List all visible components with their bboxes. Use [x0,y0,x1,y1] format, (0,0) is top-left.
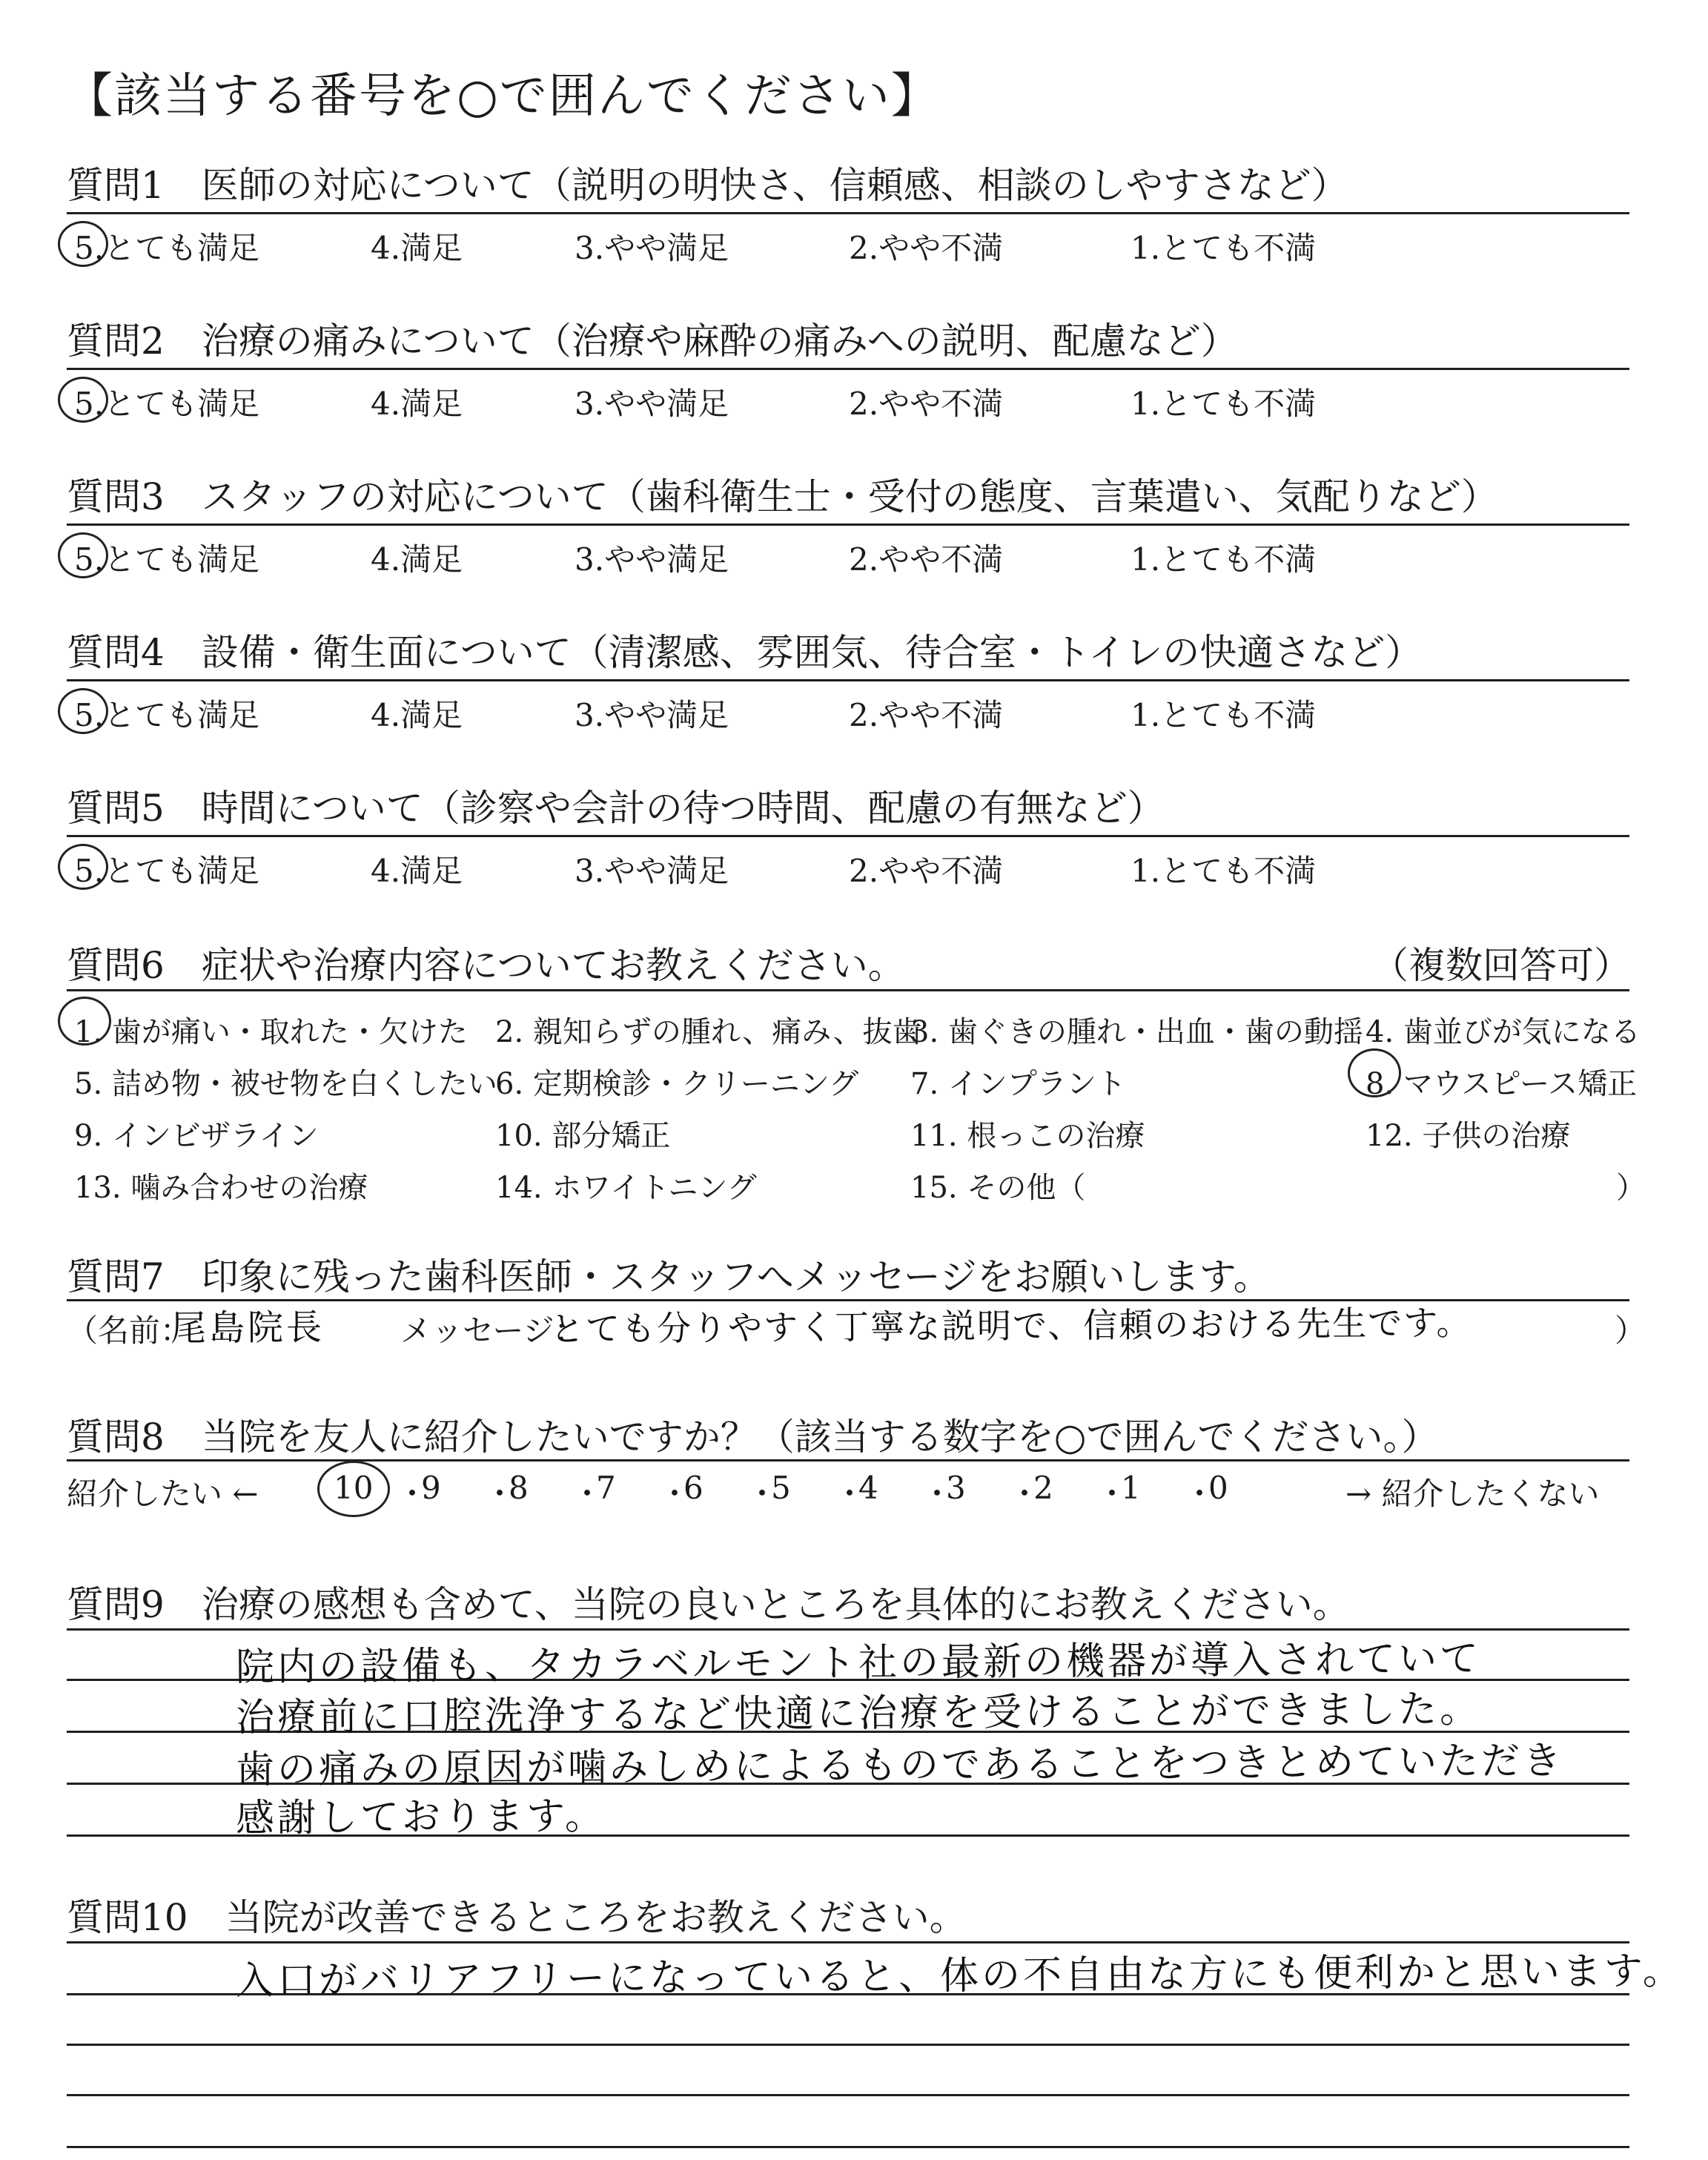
q5-selection-circle [58,844,108,890]
q3-option-4[interactable]: 4.満足 [371,541,463,578]
q5-rule [67,835,1629,837]
q6-option-15[interactable]: 15. その他（ [910,1171,1086,1205]
q6-option-14[interactable]: 14. ホワイトニング [495,1171,757,1205]
q5-option-1[interactable]: 1.とても不満 [1131,853,1317,889]
q8-scale-separator: ・ [1096,1476,1128,1512]
q7-title: 質問7 印象に残った歯科医師・スタッフへメッセージをお願いします。 [67,1255,1271,1298]
q6-option-12[interactable]: 12. 子供の治療 [1366,1119,1571,1153]
q8-rule [67,1459,1629,1462]
q4-option-5[interactable]: 5.とても満足 [74,697,260,733]
q2-option-2[interactable]: 2.やや不満 [849,386,1004,422]
q4-title: 質問4 設備・衛生面について（清潔感、雰囲気、待合室・トイレの快適さなど） [67,631,1423,674]
q8-scale-separator: ・ [659,1476,691,1512]
q9-answer-line[interactable]: 治療前に口腔洗浄するなど快適に治療を受けることができました。 [235,1687,1482,1740]
q6-option-6[interactable]: 6. 定期検診・クリーニング [495,1067,859,1101]
q6-option-8[interactable]: 8. マウスピース矯正 [1366,1067,1638,1101]
q8-scale-7[interactable]: 7 [596,1470,616,1506]
q1-rule [67,212,1629,214]
q8-scale-0[interactable]: 0 [1208,1470,1228,1506]
q10-rule [67,2094,1629,2096]
q3-option-5[interactable]: 5.とても満足 [74,541,260,578]
q1-option-3[interactable]: 3.やや満足 [575,230,729,266]
q4-option-2[interactable]: 2.やや不満 [849,697,1004,733]
q6-note: （複数回答可） [1371,944,1631,987]
q6-title: 質問6 症状や治療内容についてお教えください。 [67,944,905,987]
q10-answer-line[interactable]: 入口がバリアフリーになっていると、体の不自由な方にも便利かと思います。 [235,1949,1684,2004]
q5-title: 質問5 時間について（診察や会計の待つ時間、配慮の有無など） [67,787,1165,830]
q2-option-1[interactable]: 1.とても不満 [1131,386,1317,422]
q8-scale-4[interactable]: 4 [858,1470,878,1506]
q5-option-2[interactable]: 2.やや不満 [849,853,1004,889]
q2-option-3[interactable]: 3.やや満足 [575,386,729,422]
q7-message-label: メッセージ： [400,1312,586,1349]
q6-option-5[interactable]: 5. 詰め物・被せ物を白くしたい [74,1067,497,1101]
form-header: 【該当する番号を○で囲んでください】 [65,69,940,124]
q8-scale-separator: ・ [397,1476,428,1512]
q6-option-4[interactable]: 4. 歯並びが気になる [1366,1015,1641,1049]
q1-option-2[interactable]: 2.やや不満 [849,230,1004,266]
q8-scale-5[interactable]: 5 [771,1470,791,1506]
q6-option-2[interactable]: 2. 親知らずの腫れ、痛み、抜歯 [495,1015,922,1049]
q2-option-4[interactable]: 4.満足 [371,386,463,422]
q6-option-1[interactable]: 1. 歯が痛い・取れた・欠けた [74,1015,468,1049]
q4-option-4[interactable]: 4.満足 [371,697,463,733]
q1-selection-circle [58,221,108,267]
q8-left-label: 紹介したい ← [67,1476,259,1512]
q4-option-3[interactable]: 3.やや満足 [575,697,729,733]
q8-scale-3[interactable]: 3 [946,1470,966,1506]
q8-right-label: → 紹介したくない [1345,1476,1600,1512]
q1-option-4[interactable]: 4.満足 [371,230,463,266]
q5-option-3[interactable]: 3.やや満足 [575,853,729,889]
q2-option-5[interactable]: 5.とても満足 [74,386,260,422]
q8-title: 質問8 当院を友人に紹介したいですか？（該当する数字を○で囲んでください。） [67,1416,1439,1459]
q8-scale-separator: ・ [921,1476,953,1512]
q8-selection-circle [317,1461,390,1517]
q1-title: 質問1 医師の対応について（説明の明快さ、信頼感、相談のしやすさなど） [67,164,1348,207]
q9-answer-line[interactable]: 歯の痛みの原因が噛みしめによるものであることをつきとめていただき [235,1738,1565,1793]
q8-scale-separator: ・ [747,1476,778,1512]
q7-message-value[interactable]: とても分りやすく丁寧な説明で、信頼のおける先生です。 [549,1302,1472,1350]
q4-selection-circle [58,688,108,734]
q2-selection-circle [58,377,108,423]
q3-option-3[interactable]: 3.やや満足 [575,541,729,578]
q8-scale-separator: ・ [572,1476,603,1512]
q6-option-10[interactable]: 10. 部分矯正 [495,1119,671,1153]
q6-selection-circle-1 [58,997,111,1046]
q6-option-7[interactable]: 7. インプラント [910,1067,1126,1101]
q9-title: 質問9 治療の感想も含めて、当院の良いところを具体的にお教えください。 [67,1583,1350,1626]
q1-option-1[interactable]: 1.とても不満 [1131,230,1317,266]
q8-scale-1[interactable]: 1 [1121,1470,1141,1506]
q6-option-9[interactable]: 9. インビザライン [74,1119,319,1153]
q6-other-close: ） [1616,1171,1646,1205]
q8-scale-6[interactable]: 6 [683,1470,704,1506]
q9-answer-line[interactable]: 院内の設備も、タカラベルモント社の最新の機器が導入されていて [235,1636,1482,1690]
q2-rule [67,368,1629,370]
q3-option-2[interactable]: 2.やや不満 [849,541,1004,578]
q3-selection-circle [58,532,108,578]
q5-option-5[interactable]: 5.とても満足 [74,853,260,889]
q10-rule [67,2044,1629,2046]
q3-option-1[interactable]: 1.とても不満 [1131,541,1317,578]
q10-rule [67,2146,1629,2148]
q6-rule [67,989,1629,991]
q4-option-1[interactable]: 1.とても不満 [1131,697,1317,733]
q8-scale-2[interactable]: 2 [1033,1470,1053,1506]
q6-option-13[interactable]: 13. 噛み合わせの治療 [74,1171,368,1205]
q6-option-3[interactable]: 3. 歯ぐきの腫れ・出血・歯の動揺 [910,1015,1363,1049]
q8-scale-separator: ・ [1009,1476,1041,1512]
q8-scale-10[interactable]: 10 [334,1470,374,1506]
q2-title: 質問2 治療の痛みについて（治療や麻酔の痛みへの説明、配慮など） [67,320,1238,363]
q3-rule [67,524,1629,526]
q7-name-value[interactable]: 尾島院長 [170,1307,325,1350]
q4-rule [67,679,1629,681]
q8-scale-8[interactable]: 8 [509,1470,529,1506]
q5-option-4[interactable]: 4.満足 [371,853,463,889]
q8-scale-9[interactable]: 9 [421,1470,441,1506]
q7-name-label: （名前： [67,1312,192,1349]
q8-scale-separator: ・ [834,1476,866,1512]
q1-option-5[interactable]: 5.とても満足 [74,230,260,266]
q6-selection-circle-8 [1348,1048,1401,1097]
q3-title: 質問3 スタッフの対応について（歯科衛生士・受付の態度、言葉遣い、気配りなど） [67,475,1498,518]
q7-close-paren: ） [1615,1312,1646,1349]
q10-title: 質問10 当院が改善できるところをお教えください。 [67,1896,967,1939]
q8-scale-separator: ・ [1184,1476,1216,1512]
q8-scale-separator: ・ [484,1476,516,1512]
q9-answer-line[interactable]: 感謝しております。 [235,1794,607,1841]
q6-option-11[interactable]: 11. 根っこの治療 [910,1119,1145,1153]
